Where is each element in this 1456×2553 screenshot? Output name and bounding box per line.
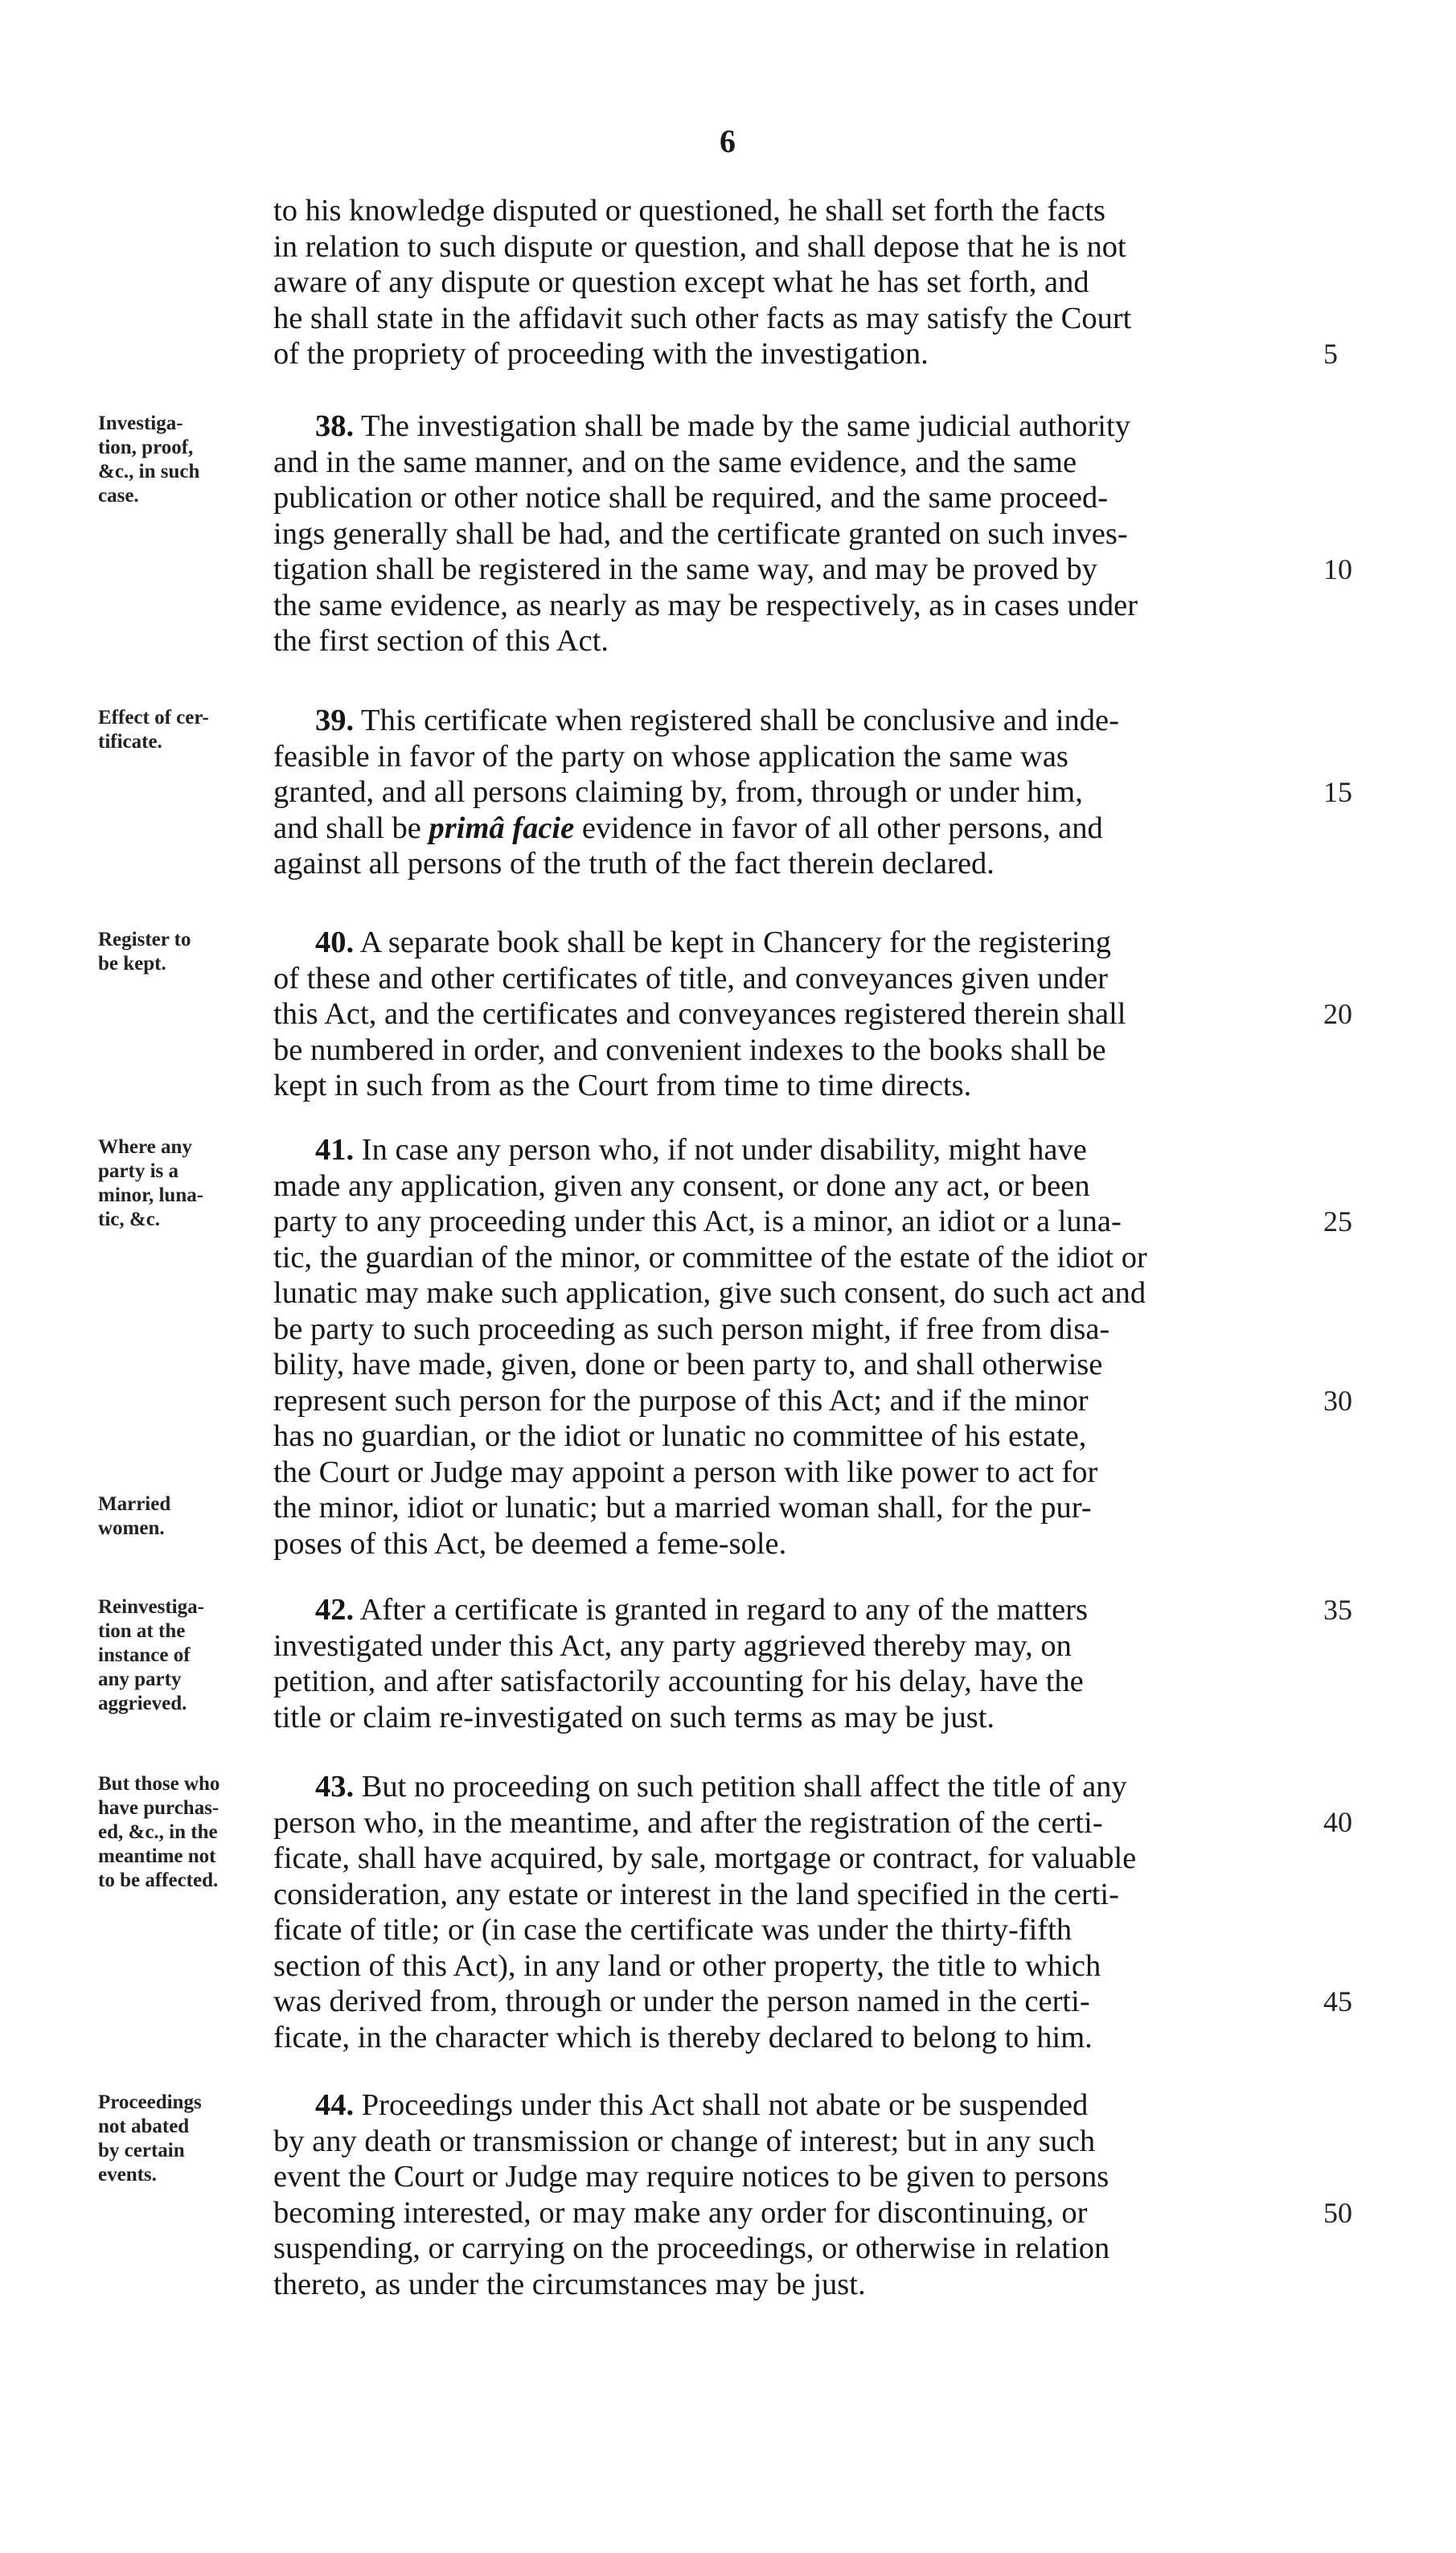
text-line: the Court or Judge may appoint a person with like power to act for — [273, 1455, 1098, 1489]
paragraph-text — [273, 703, 1333, 882]
text-line: lunatic may make such application, give such consent, do such act and — [273, 1276, 1146, 1310]
text-run: evidence in favor of all other persons, and — [574, 811, 1103, 845]
text-run: The investigation shall be made by the same judicial authority — [354, 409, 1130, 443]
text-line — [273, 408, 1333, 445]
line-number: 5 — [1323, 338, 1338, 370]
text-line: event the Court or Judge may require notices to be given to persons — [273, 2160, 1109, 2194]
sidenote-line: Married — [98, 1493, 171, 1515]
sidenote-line: Investiga- — [98, 413, 183, 434]
section-number: 42. — [315, 1593, 355, 1627]
sidenote-line: Where any — [98, 1136, 192, 1158]
sidenote-line: to be affected. — [98, 1870, 219, 1891]
text-line: kept in such from as the Court from time to time directs. — [273, 1069, 972, 1102]
text-line — [273, 925, 1333, 961]
text-run: After a certificate is granted in regard to any of the matters — [354, 1593, 1089, 1627]
text-line: consideration, any estate or interest in the land specified in the certi- — [273, 1877, 1119, 1911]
sidenote — [98, 1595, 259, 1716]
text-line: and in the same manner, and on the same evidence, and the same — [273, 445, 1077, 479]
text-line: to his knowledge disputed or questioned, he shall set forth the facts — [273, 194, 1106, 228]
sidenote-line: aggrieved. — [98, 1693, 187, 1714]
sidenote — [98, 412, 259, 508]
paragraph-text — [273, 408, 1333, 659]
text-line — [273, 811, 1333, 847]
italic-phrase: primâ facie — [429, 811, 575, 845]
line-number: 20 — [1323, 998, 1352, 1030]
text-line: tigation shall be registered in the same way, and may be proved by — [273, 552, 1097, 586]
text-line: person who, in the meantime, and after the registration of the certi- — [273, 1805, 1103, 1840]
sidenote-line: Proceedings — [98, 2091, 202, 2113]
section-number: 41. — [315, 1133, 355, 1167]
paragraph-text — [273, 193, 1333, 372]
text-line: ficate of title; or (in case the certificate was under the thirty-fifth — [273, 1913, 1073, 1947]
text-line: represent such person for the purpose of this Act; and if the minor — [273, 1383, 1089, 1418]
text-line: tic, the guardian of the minor, or committee of the estate of the idiot or — [273, 1240, 1147, 1274]
section-number: 38. — [315, 409, 355, 443]
sidenote-line: by certain — [98, 2140, 185, 2161]
text-run: A separate book shall be kept in Chancery for the registering — [354, 926, 1112, 959]
paragraph-text — [273, 2087, 1333, 2302]
text-run: This certificate when registered shall be conclusive and inde- — [354, 704, 1119, 737]
text-line: granted, and all persons claiming by, from, through or under him, — [273, 775, 1083, 809]
sidenote-married-women — [98, 1492, 259, 1541]
text-line: this Act, and the certificates and conveyances registered therein shall — [273, 997, 1126, 1031]
paragraph-text — [273, 1592, 1333, 1735]
sidenote-line: instance of — [98, 1644, 191, 1666]
text-line: he shall state in the affidavit such other facts as may satisfy the Court — [273, 301, 1132, 335]
text-line: section of this Act), in any land or other property, the title to which — [273, 1948, 1101, 1983]
sidenote-line: case. — [98, 485, 139, 507]
text-line: feasible in favor of the party on whose application the same was — [273, 739, 1068, 774]
text-line: poses of this Act, be deemed a feme-sole. — [273, 1526, 787, 1561]
text-line: has no guardian, or the idiot or lunatic no committee of his estate, — [273, 1419, 1087, 1453]
text-line: petition, and after satisfactorily accounting for his delay, have the — [273, 1664, 1084, 1698]
text-line: ficate, in the character which is thereby declared to belong to him. — [273, 2020, 1093, 2054]
text-line: ficate, shall have acquired, by sale, mortgage or contract, for valuable — [273, 1841, 1137, 1875]
sidenote-line: have purchas- — [98, 1797, 219, 1819]
text-line: title or claim re-investigated on such terms as may be just. — [273, 1700, 995, 1734]
text-line: was derived from, through or under the person named in the certi- — [273, 1985, 1090, 2018]
text-run: and shall be — [273, 811, 429, 845]
sidenote-line: tificate. — [98, 731, 162, 753]
sidenote — [98, 928, 259, 976]
line-number: 25 — [1323, 1205, 1352, 1238]
line-number: 10 — [1323, 553, 1352, 585]
paragraph-text — [273, 925, 1333, 1104]
text-line: the first section of this Act. — [273, 624, 609, 658]
text-run: But no proceeding on such petition shall affect the title of any — [354, 1770, 1127, 1804]
sidenote-line: not abated — [98, 2116, 190, 2137]
sidenote-line: any party — [98, 1668, 182, 1690]
sidenote-line: minor, luna- — [98, 1184, 204, 1206]
sidenote-line: be kept. — [98, 953, 166, 975]
text-run: In case any person who, if not under disability, might have — [354, 1133, 1087, 1167]
sidenote — [98, 706, 259, 754]
paragraph-text — [273, 1769, 1333, 2055]
text-line: against all persons of the truth of the fact therein declared. — [273, 847, 995, 880]
sidenote-line: ed, &c., in the — [98, 1821, 218, 1843]
sidenote-line: But those who — [98, 1773, 220, 1795]
text-line: by any death or transmission or change of interest; but in any such — [273, 2124, 1096, 2158]
sidenote-line: meantime not — [98, 1845, 216, 1867]
line-number: 45 — [1323, 1985, 1352, 2017]
text-line: bility, have made, given, done or been party to, and shall otherwise — [273, 1348, 1103, 1381]
text-line — [273, 703, 1333, 739]
sidenote-line: tic, &c. — [98, 1209, 161, 1230]
paragraph-text — [273, 1132, 1333, 1562]
text-line — [273, 2087, 1333, 2124]
text-line: ings generally shall be had, and the certificate granted on such inves- — [273, 516, 1128, 551]
sidenote-line: women. — [98, 1517, 165, 1539]
sidenote-line: &c., in such — [98, 461, 200, 482]
text-line: be numbered in order, and convenient indexes to the books shall be — [273, 1032, 1106, 1067]
sidenote — [98, 2091, 259, 2187]
text-line — [273, 1132, 1333, 1168]
sidenote-line: tion, proof, — [98, 437, 194, 458]
text-line — [273, 1769, 1333, 1805]
sidenote-line: tion at the — [98, 1620, 186, 1642]
text-line: thereto, as under the circumstances may be just. — [273, 2267, 866, 2301]
sidenote — [98, 1772, 259, 1893]
sidenote-line: events. — [98, 2164, 157, 2186]
text-line — [273, 1592, 1333, 1628]
text-line: becoming interested, or may make any order for discontinuing, or — [273, 2195, 1088, 2230]
sidenote — [98, 1135, 259, 1232]
sidenote-line: Effect of cer- — [98, 707, 209, 729]
section-number: 44. — [315, 2088, 355, 2122]
line-number: 15 — [1323, 776, 1352, 808]
text-line: of these and other certificates of title, and conveyances given under — [273, 961, 1108, 995]
text-line: investigated under this Act, any party aggrieved thereby may, on — [273, 1628, 1072, 1663]
sidenote-line: party is a — [98, 1160, 178, 1182]
text-line: made any application, given any consent, or done any act, or been — [273, 1168, 1090, 1203]
sidenote-line: Register to — [98, 929, 191, 950]
section-number: 43. — [315, 1770, 355, 1804]
text-line: party to any proceeding under this Act, is a minor, an idiot or a luna- — [273, 1205, 1122, 1238]
text-line: suspending, or carrying on the proceedings, or otherwise in relation — [273, 2231, 1110, 2265]
line-number: 35 — [1323, 1594, 1352, 1626]
text-line: the minor, idiot or lunatic; but a married woman shall, for the pur- — [273, 1491, 1092, 1525]
text-line: of the propriety of proceeding with the investigation. — [273, 337, 929, 371]
text-line: the same evidence, as nearly as may be respectively, as in cases under — [273, 588, 1138, 622]
line-number: 50 — [1323, 2197, 1352, 2229]
text-line: publication or other notice shall be required, and the same proceed- — [273, 481, 1109, 515]
line-number: 40 — [1323, 1806, 1352, 1838]
section-number: 39. — [315, 704, 355, 737]
text-line: in relation to such dispute or question, and shall depose that he is not — [273, 229, 1126, 264]
text-run: Proceedings under this Act shall not abate or be suspended — [354, 2088, 1089, 2122]
sidenote-line: Reinvestiga- — [98, 1596, 204, 1618]
page-number: 6 — [720, 123, 736, 159]
text-line: be party to such proceeding as such person might, if free from disa- — [273, 1311, 1110, 1346]
section-number: 40. — [315, 926, 355, 959]
text-line: aware of any dispute or question except what he has set forth, and — [273, 265, 1089, 299]
line-number: 30 — [1323, 1385, 1352, 1417]
